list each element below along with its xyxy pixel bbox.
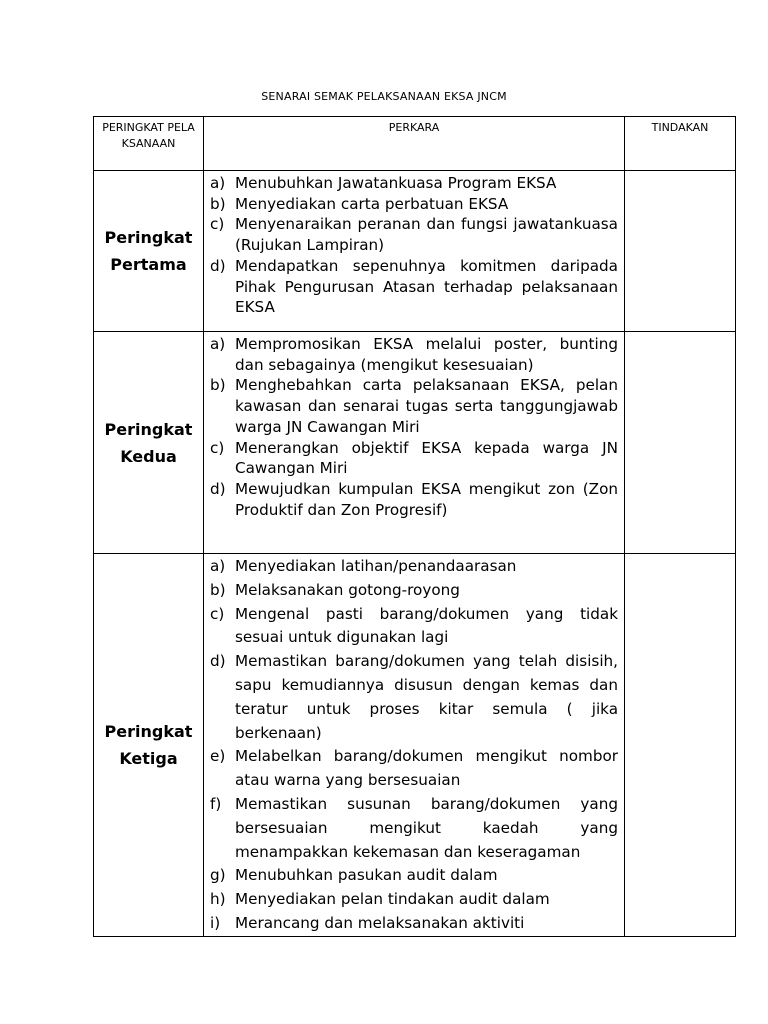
item-text: Melabelkan barang/dokumen mengikut nombor atau warna yang bersesuaian [235,747,618,790]
item-text: Memastikan susunan barang/dokumen yang bersesuaian mengikut kaedah yang menampakkan kekemasan dan keseragaman [235,794,618,861]
list-item [210,888,618,912]
list-item [210,438,618,479]
list-item [210,256,618,318]
item-marker: b) [210,580,226,599]
item-marker: f) [210,794,222,813]
item-text: Menerangkan objektif EKSA kepada warga JN Cawangan Miri [235,438,618,478]
list-item [210,173,618,194]
item-text: Menubuhkan Jawatankuasa Program EKSA [235,174,557,192]
list-item [210,479,618,520]
list-item [210,864,618,888]
item-list [204,554,624,936]
item-marker: c) [210,604,225,623]
item-text: Menyediakan pelan tindakan audit dalam [235,890,550,909]
list-item [210,793,618,864]
item-marker: i) [210,913,221,932]
action-cell [625,171,736,332]
level-label: Peringkat Kedua [104,419,193,466]
item-text: Menyediakan carta perbatuan EKSA [235,194,509,213]
checklist-table [93,116,736,937]
item-marker: d) [210,479,226,498]
item-text: Mempromosikan EKSA melalui poster, bunting dan sebagainya (mengikut kesesuaian) [235,335,618,374]
list-item [210,579,618,603]
level-cell [94,554,204,937]
level-cell [94,171,204,332]
level-label: Peringkat Ketiga [104,721,193,768]
item-text: Melaksanakan gotong-royong [235,580,460,599]
item-marker: d) [210,256,226,275]
list-item [210,650,618,745]
list-item [210,334,618,375]
action-cell [625,554,736,937]
item-text: Mendapatkan sepenuhnya komitmen daripada Pihak Pengurusan Atasan terhadap pelaksanaan EKSA [235,256,618,317]
level-cell [94,332,204,554]
item-text: Mengenal pasti barang/dokumen yang tidak sesuai untuk digunakan lagi [235,604,618,647]
item-marker: h) [210,890,226,909]
item-text: Menghebahkan carta pelaksanaan EKSA, pelan kawasan dan senarai tugas serta tanggungjawab warga JN Cawangan Miri [235,376,618,436]
item-list [204,332,624,520]
list-item [210,745,618,793]
item-marker: c) [210,215,225,234]
item-cell [204,171,625,332]
item-marker: a) [210,335,226,353]
item-marker: e) [210,747,226,766]
header-item: PERKARA [204,117,625,171]
item-cell [204,554,625,937]
item-text: Merancang dan melaksanakan aktiviti [235,913,525,932]
list-item [210,555,618,579]
list-item [210,194,618,215]
item-text: Menyediakan latihan/penandaarasan [235,557,517,575]
list-item [210,375,618,437]
item-list [204,171,624,318]
item-marker: b) [210,376,226,395]
table-row [94,332,736,554]
document-title: SENARAI SEMAK PELAKSANAAN EKSA JNCM [261,90,507,103]
item-text: Mewujudkan kumpulan EKSA mengikut zon (Zon Produktif dan Zon Progresif) [235,479,618,519]
table-row [94,171,736,332]
item-cell [204,332,625,554]
item-marker: a) [210,174,226,192]
list-item [210,603,618,651]
item-marker: a) [210,557,226,575]
action-cell [625,332,736,554]
table-row [94,554,736,937]
level-label: Peringkat Pertama [104,228,193,274]
item-marker: c) [210,438,225,457]
item-text: Menyenaraikan peranan dan fungsi jawatankuasa (Rujukan Lampiran) [235,215,618,255]
item-text: Memastikan barang/dokumen yang telah disisih, sapu kemudiannya disusun dengan kemas dan teratur untuk proses kitar semula ( jika berkenaan) [235,652,618,742]
header-action: TINDAKAN [625,117,736,171]
item-text: Menubuhkan pasukan audit dalam [235,866,498,885]
header-row [94,117,736,171]
header-level-label: PERINGKAT PELAKSANAAN [102,121,195,150]
item-marker: g) [210,866,226,885]
item-marker: b) [210,194,226,213]
list-item [210,214,618,255]
item-marker: d) [210,652,226,671]
header-level [94,117,204,171]
list-item [210,912,618,936]
